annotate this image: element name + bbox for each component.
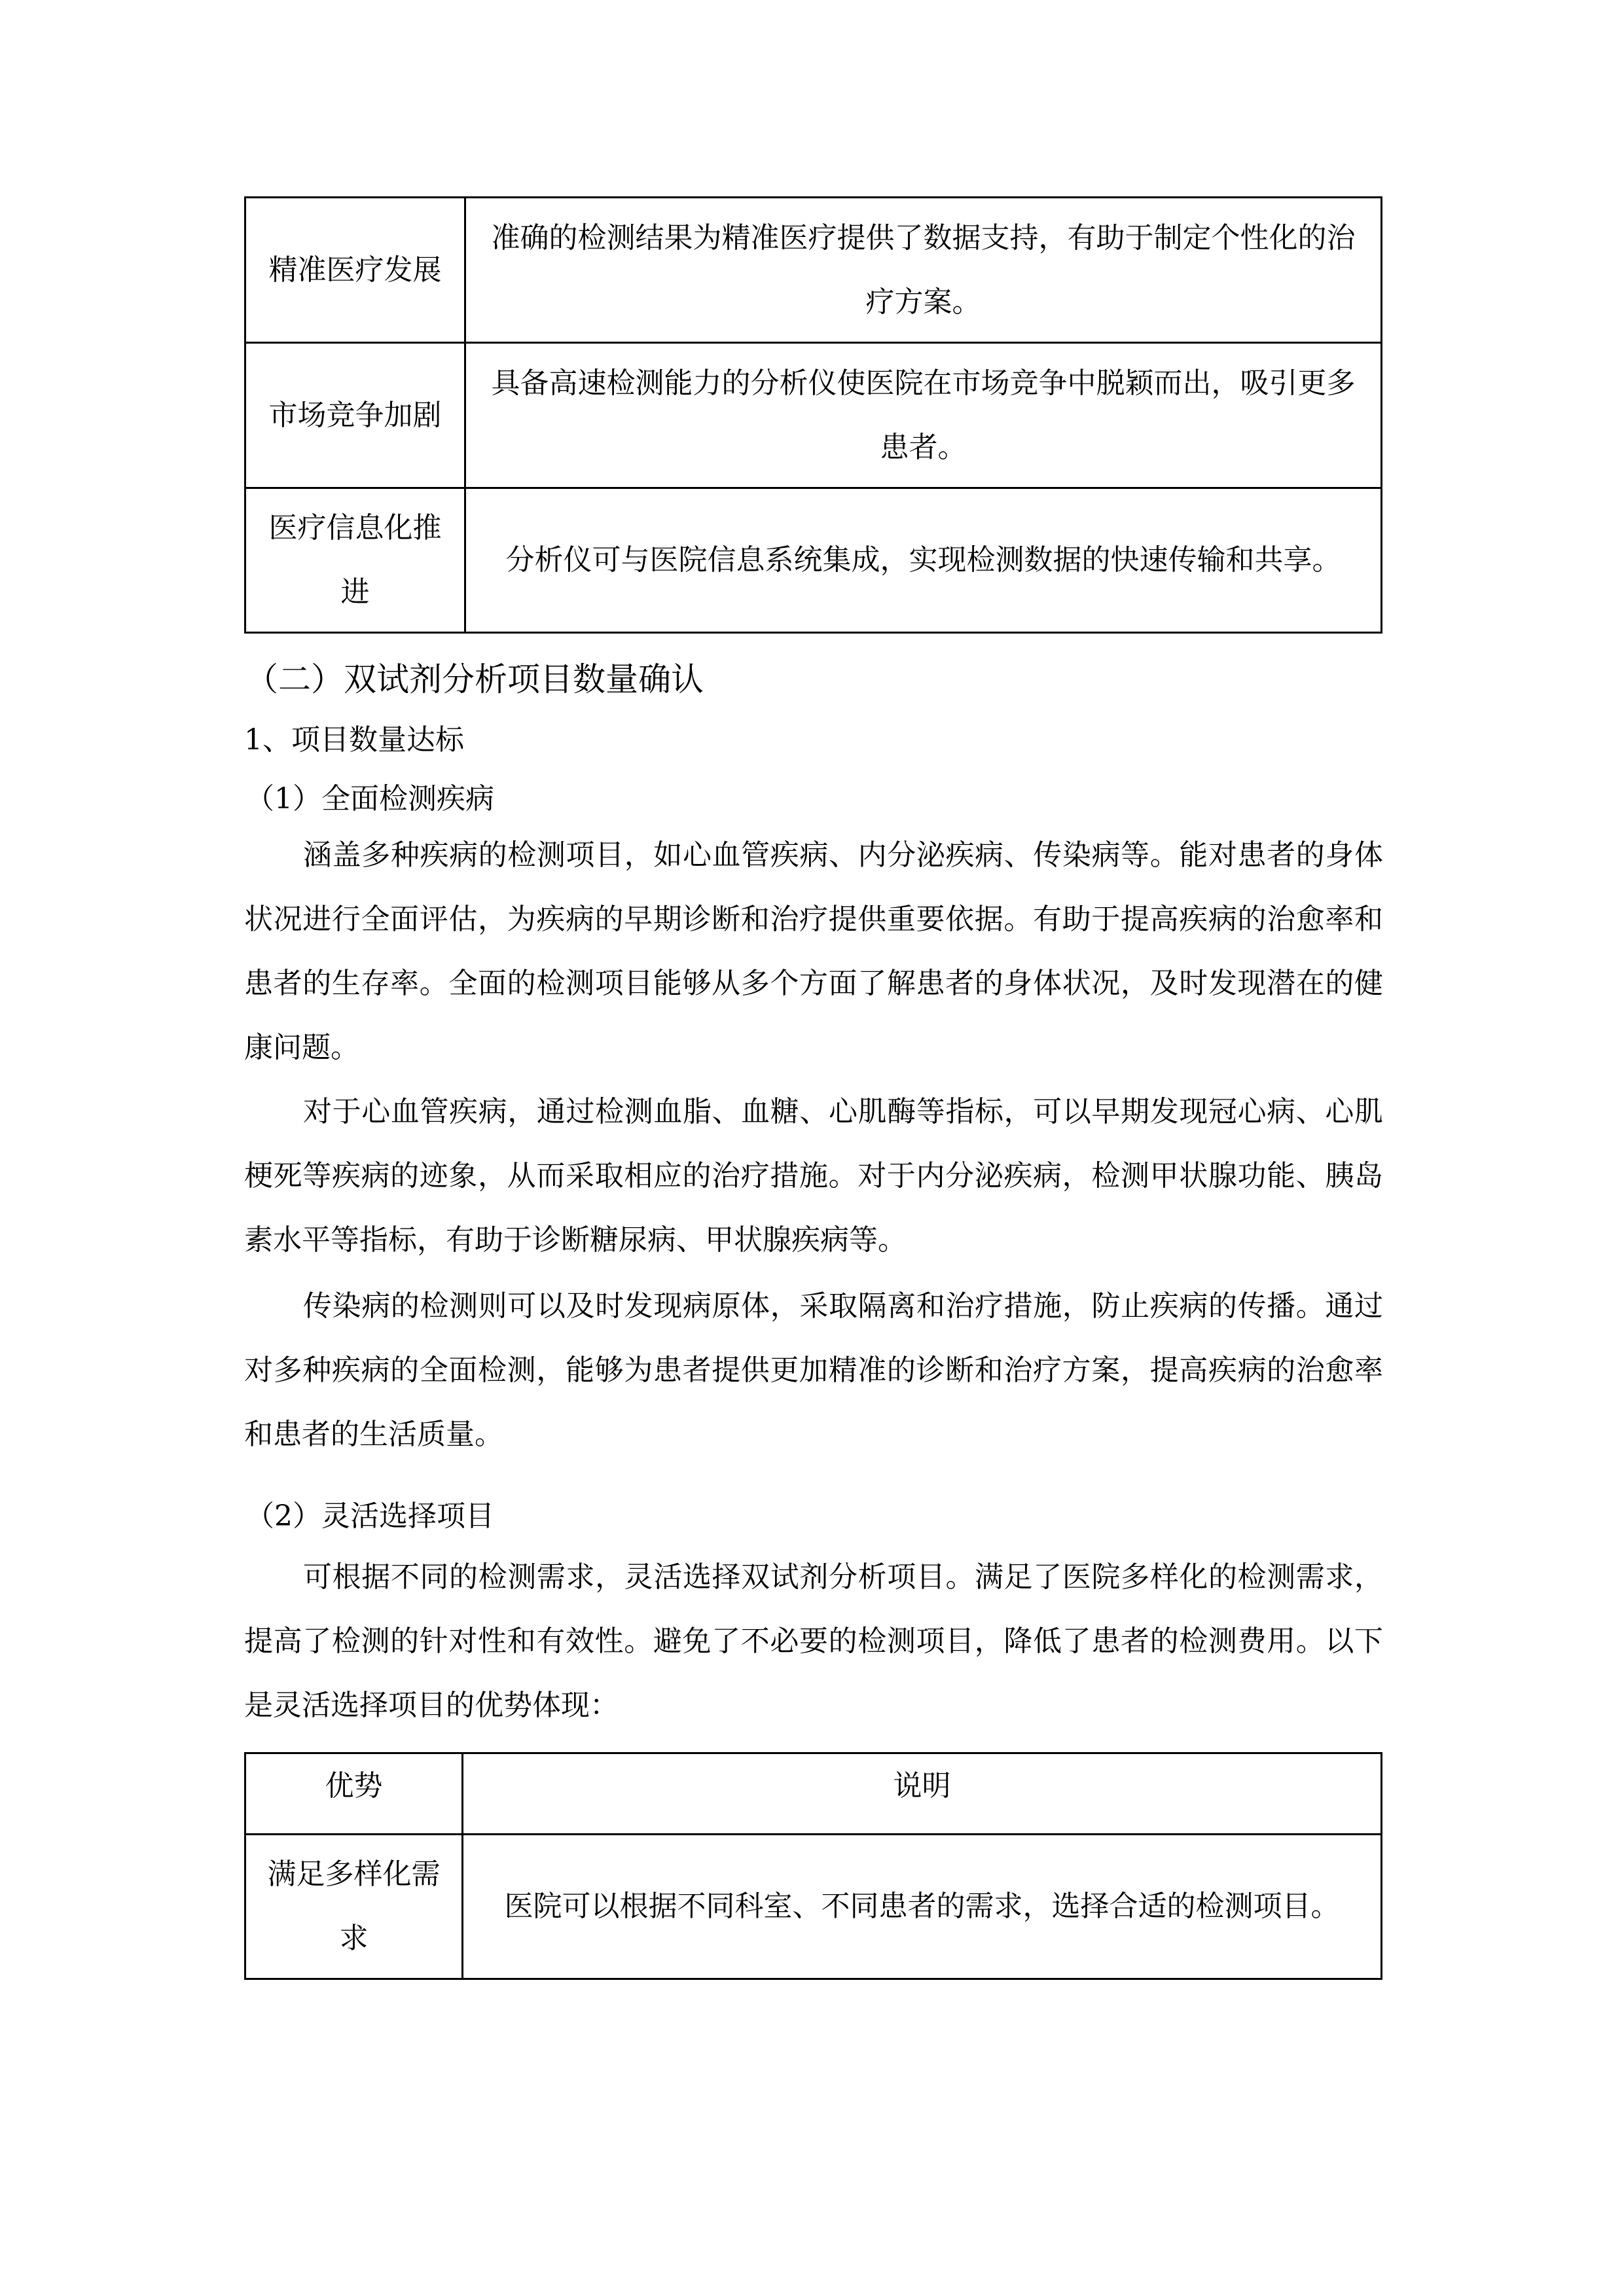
paragraph: 涵盖多种疾病的检测项目，如心血管疾病、内分泌疾病、传染病等。能对患者的身体状况进行全面评估，为疾病的早期诊断和治疗提供重要依据。有助于提高疾病的治愈率和患者的生存率。全面的检测项目能够从多个方面了解患者的身体状况，及时发现潜在的健康问题。 [244, 838, 1383, 1064]
section-heading: （二）双试剂分析项目数量确认 [245, 660, 704, 698]
paragraph: 传染病的检测则可以及时发现病原体，采取隔离和治疗措施，防止疾病的传播。通过对多种疾病的全面检测，能够为患者提供更加精准的诊断和治疗方案，提高疾病的治愈率和患者的生活质量。 [244, 1289, 1383, 1451]
table-cell-factor: 市场竞争加剧 [245, 343, 465, 488]
table-cell-description: 准确的检测结果为精准医疗提供了数据支持，有助于制定个性化的治疗方案。 [465, 198, 1382, 343]
table-row [245, 488, 1382, 633]
table-row [245, 198, 1382, 343]
item-heading: （1）全面检测疾病 [245, 782, 494, 816]
table-header-row [245, 1753, 1382, 1835]
table-cell-factor: 精准医疗发展 [245, 198, 465, 343]
paragraph: 对于心血管疾病，通过检测血脂、血糖、心肌酶等指标，可以早期发现冠心病、心肌梗死等疾病的迹象，从而采取相应的治疗措施。对于内分泌疾病，检测甲状腺功能、胰岛素水平等指标，有助于诊断糖尿病、甲状腺疾病等。 [244, 1095, 1383, 1257]
table-cell-description: 具备高速检测能力的分析仪使医院在市场竞争中脱颖而出，吸引更多患者。 [465, 343, 1382, 488]
table-row [245, 343, 1382, 488]
table-cell-description: 分析仪可与医院信息系统集成，实现检测数据的快速传输和共享。 [465, 488, 1382, 633]
paragraph: 可根据不同的检测需求，灵活选择双试剂分析项目。满足了医院多样化的检测需求，提高了检测的针对性和有效性。避免了不必要的检测项目，降低了患者的检测费用。以下是灵活选择项目的优势体现： [244, 1560, 1383, 1722]
drivers-table [244, 196, 1382, 634]
table-cell-factor: 医疗信息化推进 [245, 488, 465, 633]
table-cell-factor: 满足多样化需求 [245, 1835, 463, 1979]
table-row [245, 1835, 1382, 1979]
table-cell-description: 医院可以根据不同科室、不同患者的需求，选择合适的检测项目。 [463, 1835, 1382, 1979]
table-header-advantage: 优势 [245, 1753, 463, 1835]
advantages-table [244, 1752, 1382, 1980]
table-header-description: 说明 [463, 1753, 1382, 1835]
subsection-heading: 1、项目数量达标 [244, 723, 464, 757]
item-heading: （2）灵活选择项目 [245, 1499, 494, 1533]
